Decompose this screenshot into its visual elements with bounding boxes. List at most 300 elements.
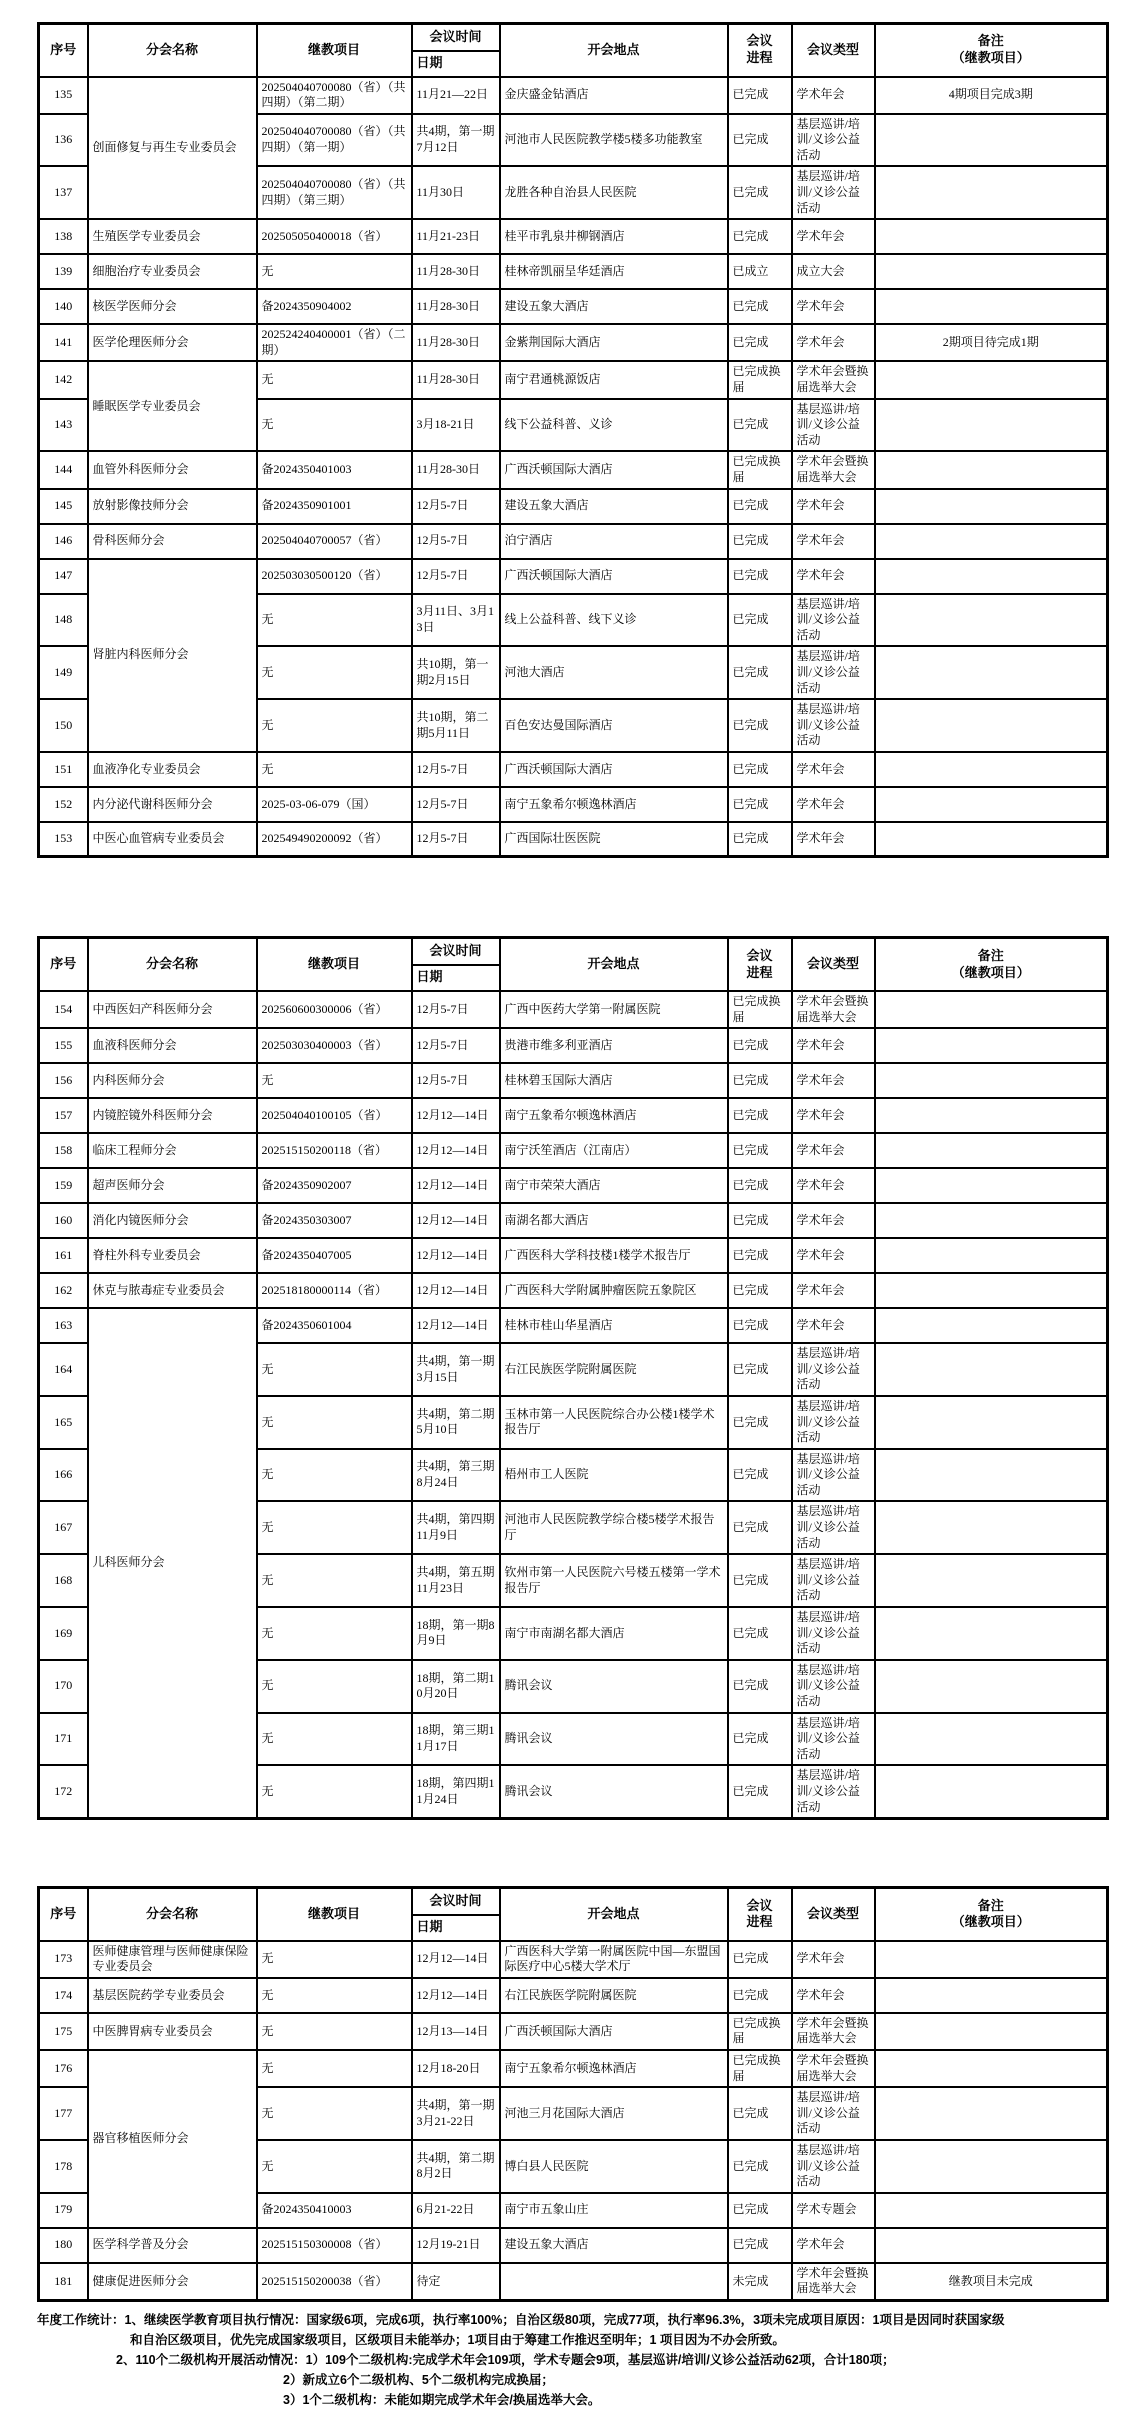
cell-note — [875, 991, 1108, 1028]
cell-note — [875, 1098, 1108, 1133]
cell-no: 153 — [39, 822, 88, 857]
cell-note — [875, 289, 1108, 324]
table-row — [39, 822, 1108, 857]
table-row — [39, 1133, 1108, 1168]
cell-project: 202549490200092（省） — [257, 822, 412, 857]
header-progress-line2: 进程 — [746, 964, 773, 980]
cell-type: 基层巡讲/培训/义诊公益活动 — [792, 1396, 875, 1449]
cell-branch-name: 血管外科医师分会 — [88, 451, 257, 488]
table-section-3 — [37, 1886, 1106, 2302]
cell-date: 12月19-21日 — [412, 2228, 500, 2263]
cell-location: 桂林市桂山华星酒店 — [500, 1308, 728, 1343]
cell-progress: 已成立 — [728, 254, 792, 289]
cell-location: 右江民族医学院附属医院 — [500, 1978, 728, 2013]
cell-progress: 已完成 — [728, 1713, 792, 1766]
table-row — [39, 1941, 1108, 1978]
cell-progress: 已完成换届 — [728, 361, 792, 398]
cell-date: 12月12—14日 — [412, 1273, 500, 1308]
cell-type: 基层巡讲/培训/义诊公益活动 — [792, 1343, 875, 1396]
cell-progress: 已完成 — [728, 1941, 792, 1978]
cell-branch-name: 基层医院药学专业委员会 — [88, 1978, 257, 2013]
cell-no: 160 — [39, 1203, 88, 1238]
cell-date: 12月5-7日 — [412, 1028, 500, 1063]
cell-note — [875, 1941, 1108, 1978]
cell-location: 广西沃顿国际大酒店 — [500, 752, 728, 787]
cell-no: 162 — [39, 1273, 88, 1308]
cell-branch-name: 血液科医师分会 — [88, 1028, 257, 1063]
cell-location: 南宁君通桃源饭店 — [500, 361, 728, 398]
cell-no: 168 — [39, 1554, 88, 1607]
header-note-line1: 备注 — [977, 947, 1004, 963]
cell-branch-name: 中医心血管病专业委员会 — [88, 822, 257, 857]
cell-project: 无 — [257, 1941, 412, 1978]
cell-type: 学术年会 — [792, 1168, 875, 1203]
cell-type: 学术年会 — [792, 489, 875, 524]
cell-no: 138 — [39, 219, 88, 254]
header-date: 日期 — [412, 1915, 500, 1941]
schedule-table — [37, 936, 1109, 1820]
cell-project: 无 — [257, 1765, 412, 1818]
header-no: 序号 — [39, 1888, 88, 1941]
cell-type: 学术年会 — [792, 822, 875, 857]
table-row — [39, 787, 1108, 822]
cell-note — [875, 254, 1108, 289]
header-project: 继教项目 — [257, 24, 412, 77]
header-location: 开会地点 — [500, 1888, 728, 1941]
cell-location: 金紫荆国际大酒店 — [500, 324, 728, 361]
cell-progress: 已完成 — [728, 787, 792, 822]
header-note-line2: （继教项目） — [951, 964, 1030, 980]
cell-project: 无 — [257, 361, 412, 398]
header-note-line2: （继教项目） — [951, 1914, 1030, 1930]
cell-no: 159 — [39, 1168, 88, 1203]
cell-no: 155 — [39, 1028, 88, 1063]
cell-progress: 已完成 — [728, 1554, 792, 1607]
header-note-line1: 备注 — [977, 1897, 1004, 1913]
cell-note — [875, 787, 1108, 822]
cell-progress: 已完成换届 — [728, 2050, 792, 2087]
cell-date: 12月18-20日 — [412, 2050, 500, 2087]
header-meeting-time: 会议时间 — [412, 24, 500, 51]
table-row — [39, 361, 1108, 398]
cell-progress: 已完成 — [728, 559, 792, 594]
cell-project: 无 — [257, 1660, 412, 1713]
cell-type: 学术年会 — [792, 1273, 875, 1308]
cell-date: 11月21—22日 — [412, 77, 500, 114]
header-type: 会议类型 — [792, 24, 875, 77]
cell-no: 145 — [39, 489, 88, 524]
header-progress — [728, 1888, 792, 1941]
cell-location: 广西医科大学科技楼1楼学术报告厅 — [500, 1238, 728, 1273]
cell-branch-name: 临床工程师分会 — [88, 1133, 257, 1168]
table-row — [39, 2050, 1108, 2087]
cell-type: 学术专题会 — [792, 2193, 875, 2228]
cell-note — [875, 1765, 1108, 1818]
cell-type: 学术年会 — [792, 1941, 875, 1978]
cell-note: 2期项目待完成1期 — [875, 324, 1108, 361]
cell-note — [875, 752, 1108, 787]
cell-no: 150 — [39, 699, 88, 752]
table-row — [39, 324, 1108, 361]
cell-note — [875, 1660, 1108, 1713]
cell-note — [875, 524, 1108, 559]
cell-date: 11月28-30日 — [412, 451, 500, 488]
cell-type: 基层巡讲/培训/义诊公益活动 — [792, 1660, 875, 1713]
cell-date: 待定 — [412, 2263, 500, 2301]
cell-progress: 已完成 — [728, 1449, 792, 1502]
header-no: 序号 — [39, 24, 88, 77]
cell-location: 桂林帝凯丽呈华廷酒店 — [500, 254, 728, 289]
cell-no: 140 — [39, 289, 88, 324]
cell-no: 136 — [39, 114, 88, 167]
cell-location: 博白县人民医院 — [500, 2140, 728, 2193]
cell-note — [875, 2193, 1108, 2228]
cell-location: 南宁市南湖名都大酒店 — [500, 1607, 728, 1660]
table-row — [39, 2228, 1108, 2263]
cell-progress: 已完成 — [728, 1098, 792, 1133]
cell-note: 继教项目未完成 — [875, 2263, 1108, 2301]
table-row — [39, 1063, 1108, 1098]
cell-branch-name: 健康促进医师分会 — [88, 2263, 257, 2301]
cell-no: 163 — [39, 1308, 88, 1343]
cell-date: 11月28-30日 — [412, 361, 500, 398]
cell-type: 基层巡讲/培训/义诊公益活动 — [792, 1501, 875, 1554]
cell-note — [875, 1133, 1108, 1168]
table-row — [39, 1978, 1108, 2013]
cell-project: 无 — [257, 1713, 412, 1766]
cell-type: 学术年会 — [792, 324, 875, 361]
cell-progress: 已完成 — [728, 114, 792, 167]
annual-summary — [37, 2310, 1106, 2410]
cell-location: 广西沃顿国际大酒店 — [500, 451, 728, 488]
cell-location: 南宁五象希尔顿逸林酒店 — [500, 1098, 728, 1133]
cell-location: 钦州市第一人民医院六号楼五楼第一学术报告厅 — [500, 1554, 728, 1607]
header-type: 会议类型 — [792, 1888, 875, 1941]
cell-location: 河池市人民医院教学综合楼5楼学术报告厅 — [500, 1501, 728, 1554]
cell-branch-name: 睡眠医学专业委员会 — [88, 361, 257, 451]
cell-type: 学术年会暨换届选举大会 — [792, 2263, 875, 2301]
table-row — [39, 1098, 1108, 1133]
cell-branch-name: 器官移植医师分会 — [88, 2050, 257, 2228]
table-row — [39, 1238, 1108, 1273]
cell-progress: 已完成 — [728, 1501, 792, 1554]
cell-no: 176 — [39, 2050, 88, 2087]
header-type: 会议类型 — [792, 938, 875, 991]
cell-note — [875, 1308, 1108, 1343]
cell-type: 学术年会 — [792, 1978, 875, 2013]
cell-note — [875, 594, 1108, 647]
cell-project: 无 — [257, 1449, 412, 1502]
cell-note — [875, 114, 1108, 167]
cell-type: 学术年会 — [792, 1063, 875, 1098]
schedule-table — [37, 22, 1109, 858]
cell-project: 2025-03-06-079（国） — [257, 787, 412, 822]
cell-note — [875, 1449, 1108, 1502]
cell-project: 202524240400001（省）（二期） — [257, 324, 412, 361]
cell-branch-name: 内镜腔镜外科医师分会 — [88, 1098, 257, 1133]
cell-project: 无 — [257, 1554, 412, 1607]
cell-project: 无 — [257, 1607, 412, 1660]
cell-project: 备2024350410003 — [257, 2193, 412, 2228]
cell-note: 4期项目完成3期 — [875, 77, 1108, 114]
cell-location: 建设五象大酒店 — [500, 489, 728, 524]
schedule-table — [37, 1886, 1109, 2302]
header-note — [875, 938, 1108, 991]
cell-location: 南宁市五象山庄 — [500, 2193, 728, 2228]
cell-date: 11月21-23日 — [412, 219, 500, 254]
cell-type: 学术年会 — [792, 77, 875, 114]
cell-no: 173 — [39, 1941, 88, 1978]
cell-location: 广西医科大学附属肿瘤医院五象院区 — [500, 1273, 728, 1308]
cell-date: 18期，第四期11月24日 — [412, 1765, 500, 1818]
cell-note — [875, 219, 1108, 254]
cell-no: 151 — [39, 752, 88, 787]
cell-progress: 已完成 — [728, 1133, 792, 1168]
cell-date: 6月21-22日 — [412, 2193, 500, 2228]
cell-progress: 已完成 — [728, 1607, 792, 1660]
cell-note — [875, 1978, 1108, 2013]
cell-type: 学术年会 — [792, 1098, 875, 1133]
cell-note — [875, 2013, 1108, 2050]
header-no: 序号 — [39, 938, 88, 991]
cell-type: 学术年会 — [792, 1133, 875, 1168]
cell-location: 桂林碧玉国际大酒店 — [500, 1063, 728, 1098]
cell-no: 171 — [39, 1713, 88, 1766]
cell-location: 桂平市乳泉井柳钢酒店 — [500, 219, 728, 254]
cell-note — [875, 1554, 1108, 1607]
cell-date: 共4期，第二期5月10日 — [412, 1396, 500, 1449]
cell-note — [875, 489, 1108, 524]
cell-progress: 已完成 — [728, 1660, 792, 1713]
cell-project: 备2024350904002 — [257, 289, 412, 324]
header-branch-name: 分会名称 — [88, 24, 257, 77]
header-progress-line2: 进程 — [746, 1914, 773, 1930]
cell-date: 12月12—14日 — [412, 1308, 500, 1343]
cell-progress: 已完成 — [728, 289, 792, 324]
cell-type: 学术年会 — [792, 1203, 875, 1238]
cell-progress: 已完成 — [728, 594, 792, 647]
cell-progress: 已完成 — [728, 1978, 792, 2013]
cell-location: 腾讯会议 — [500, 1660, 728, 1713]
cell-progress: 已完成 — [728, 1273, 792, 1308]
cell-location: 南宁市荣荣大酒店 — [500, 1168, 728, 1203]
cell-type: 学术年会暨换届选举大会 — [792, 991, 875, 1028]
cell-date: 11月28-30日 — [412, 324, 500, 361]
cell-branch-name: 细胞治疗专业委员会 — [88, 254, 257, 289]
cell-note — [875, 1396, 1108, 1449]
cell-date: 共4期，第一期7月12日 — [412, 114, 500, 167]
cell-no: 161 — [39, 1238, 88, 1273]
table-row — [39, 451, 1108, 488]
cell-type: 基层巡讲/培训/义诊公益活动 — [792, 1713, 875, 1766]
cell-project: 无 — [257, 1978, 412, 2013]
cell-progress: 已完成 — [728, 1396, 792, 1449]
cell-note — [875, 1238, 1108, 1273]
cell-location: 金庆盛金钻酒店 — [500, 77, 728, 114]
cell-project: 202504040100105（省） — [257, 1098, 412, 1133]
cell-progress: 已完成换届 — [728, 991, 792, 1028]
header-note-line2: （继教项目） — [951, 50, 1030, 66]
cell-location: 广西中医药大学第一附属医院 — [500, 991, 728, 1028]
cell-no: 141 — [39, 324, 88, 361]
cell-note — [875, 166, 1108, 219]
cell-date: 共10期，第一期2月15日 — [412, 646, 500, 699]
cell-no: 154 — [39, 991, 88, 1028]
cell-no: 167 — [39, 1501, 88, 1554]
cell-note — [875, 2140, 1108, 2193]
header-date: 日期 — [412, 965, 500, 991]
cell-type: 成立大会 — [792, 254, 875, 289]
cell-branch-name: 放射影像技师分会 — [88, 489, 257, 524]
cell-progress: 已完成 — [728, 524, 792, 559]
cell-date: 12月12—14日 — [412, 1098, 500, 1133]
table-section-2 — [37, 936, 1106, 1820]
header-progress-line1: 会议 — [746, 947, 773, 963]
cell-date: 12月12—14日 — [412, 1168, 500, 1203]
cell-note — [875, 1273, 1108, 1308]
cell-no: 149 — [39, 646, 88, 699]
table-row — [39, 77, 1108, 114]
cell-location: 腾讯会议 — [500, 1765, 728, 1818]
header-note — [875, 24, 1108, 77]
cell-location: 南宁五象希尔顿逸林酒店 — [500, 2050, 728, 2087]
cell-branch-name: 创面修复与再生专业委员会 — [88, 77, 257, 220]
cell-project: 202560600300006（省） — [257, 991, 412, 1028]
cell-location: 玉林市第一人民医院综合办公楼1楼学术报告厅 — [500, 1396, 728, 1449]
cell-date: 12月5-7日 — [412, 752, 500, 787]
table-row — [39, 1308, 1108, 1343]
cell-location: 广西沃顿国际大酒店 — [500, 2013, 728, 2050]
cell-project: 无 — [257, 1396, 412, 1449]
header-progress-line1: 会议 — [746, 1897, 773, 1913]
cell-project: 202504040700057（省） — [257, 524, 412, 559]
cell-date: 12月12—14日 — [412, 1133, 500, 1168]
cell-branch-name: 内科医师分会 — [88, 1063, 257, 1098]
cell-location: 广西医科大学第一附属医院中国—东盟国际医疗中心5楼大学术厅 — [500, 1941, 728, 1978]
cell-branch-name: 医学科学普及分会 — [88, 2228, 257, 2263]
cell-progress: 已完成 — [728, 1238, 792, 1273]
cell-progress: 已完成 — [728, 324, 792, 361]
cell-type: 学术年会 — [792, 1308, 875, 1343]
cell-no: 180 — [39, 2228, 88, 2263]
cell-project: 202504040700080（省）（共四期）（第二期） — [257, 77, 412, 114]
cell-date: 12月5-7日 — [412, 559, 500, 594]
cell-progress: 已完成换届 — [728, 2013, 792, 2050]
cell-project: 备2024350401003 — [257, 451, 412, 488]
cell-branch-name: 核医学医师分会 — [88, 289, 257, 324]
cell-progress: 已完成 — [728, 1028, 792, 1063]
header-progress — [728, 938, 792, 991]
cell-date: 共10期，第二期5月11日 — [412, 699, 500, 752]
cell-date: 12月5-7日 — [412, 822, 500, 857]
cell-note — [875, 1168, 1108, 1203]
cell-project: 无 — [257, 594, 412, 647]
cell-branch-name: 中医脾胃病专业委员会 — [88, 2013, 257, 2050]
cell-type: 学术年会暨换届选举大会 — [792, 361, 875, 398]
cell-date: 共4期，第一期3月15日 — [412, 1343, 500, 1396]
cell-progress: 已完成 — [728, 2228, 792, 2263]
cell-type: 学术年会 — [792, 1028, 875, 1063]
cell-type: 基层巡讲/培训/义诊公益活动 — [792, 2087, 875, 2140]
cell-project: 备2024350407005 — [257, 1238, 412, 1273]
cell-project: 无 — [257, 1063, 412, 1098]
cell-note — [875, 699, 1108, 752]
header-progress — [728, 24, 792, 77]
cell-type: 基层巡讲/培训/义诊公益活动 — [792, 699, 875, 752]
cell-no: 164 — [39, 1343, 88, 1396]
cell-progress: 已完成 — [728, 2193, 792, 2228]
cell-date: 11月30日 — [412, 166, 500, 219]
cell-note — [875, 2087, 1108, 2140]
cell-project: 202503030500120（省） — [257, 559, 412, 594]
header-project: 继教项目 — [257, 1888, 412, 1941]
cell-location: 河池大酒店 — [500, 646, 728, 699]
cell-project: 无 — [257, 399, 412, 452]
cell-note — [875, 1343, 1108, 1396]
cell-progress: 已完成 — [728, 1765, 792, 1818]
header-branch-name: 分会名称 — [88, 938, 257, 991]
cell-location: 南湖名都大酒店 — [500, 1203, 728, 1238]
cell-type: 基层巡讲/培训/义诊公益活动 — [792, 114, 875, 167]
cell-note — [875, 361, 1108, 398]
cell-project: 备2024350303007 — [257, 1203, 412, 1238]
cell-no: 181 — [39, 2263, 88, 2301]
cell-progress: 已完成 — [728, 489, 792, 524]
cell-branch-name: 儿科医师分会 — [88, 1308, 257, 1819]
cell-no: 147 — [39, 559, 88, 594]
header-note — [875, 1888, 1108, 1941]
cell-no: 172 — [39, 1765, 88, 1818]
cell-note — [875, 559, 1108, 594]
cell-location: 建设五象大酒店 — [500, 2228, 728, 2263]
cell-location: 右江民族医学院附属医院 — [500, 1343, 728, 1396]
cell-no: 135 — [39, 77, 88, 114]
table-header — [39, 24, 1108, 77]
cell-branch-name: 内分泌代谢科医师分会 — [88, 787, 257, 822]
cell-location: 腾讯会议 — [500, 1713, 728, 1766]
cell-progress: 已完成 — [728, 1343, 792, 1396]
cell-note — [875, 646, 1108, 699]
cell-type: 学术年会 — [792, 289, 875, 324]
table-row — [39, 219, 1108, 254]
cell-branch-name: 医学伦理医师分会 — [88, 324, 257, 361]
cell-no: 143 — [39, 399, 88, 452]
cell-type: 基层巡讲/培训/义诊公益活动 — [792, 594, 875, 647]
header-note-line1: 备注 — [977, 33, 1004, 49]
cell-progress: 已完成 — [728, 1203, 792, 1238]
cell-no: 175 — [39, 2013, 88, 2050]
cell-date: 11月28-30日 — [412, 289, 500, 324]
cell-note — [875, 2228, 1108, 2263]
cell-type: 基层巡讲/培训/义诊公益活动 — [792, 1765, 875, 1818]
cell-location: 贵港市维多利亚酒店 — [500, 1028, 728, 1063]
cell-no: 177 — [39, 2087, 88, 2140]
cell-date: 18期，第三期11月17日 — [412, 1713, 500, 1766]
cell-date: 18期，第一期8月9日 — [412, 1607, 500, 1660]
cell-no: 166 — [39, 1449, 88, 1502]
header-progress-line1: 会议 — [746, 33, 773, 49]
table-row — [39, 1273, 1108, 1308]
cell-date: 12月5-7日 — [412, 787, 500, 822]
cell-progress: 已完成 — [728, 1063, 792, 1098]
cell-project: 202515150200038（省） — [257, 2263, 412, 2301]
cell-project: 备2024350902007 — [257, 1168, 412, 1203]
cell-progress: 已完成 — [728, 822, 792, 857]
cell-project: 202503030400003（省） — [257, 1028, 412, 1063]
cell-project: 202504040700080（省）（共四期）（第三期） — [257, 166, 412, 219]
cell-progress: 已完成 — [728, 646, 792, 699]
table-row — [39, 752, 1108, 787]
